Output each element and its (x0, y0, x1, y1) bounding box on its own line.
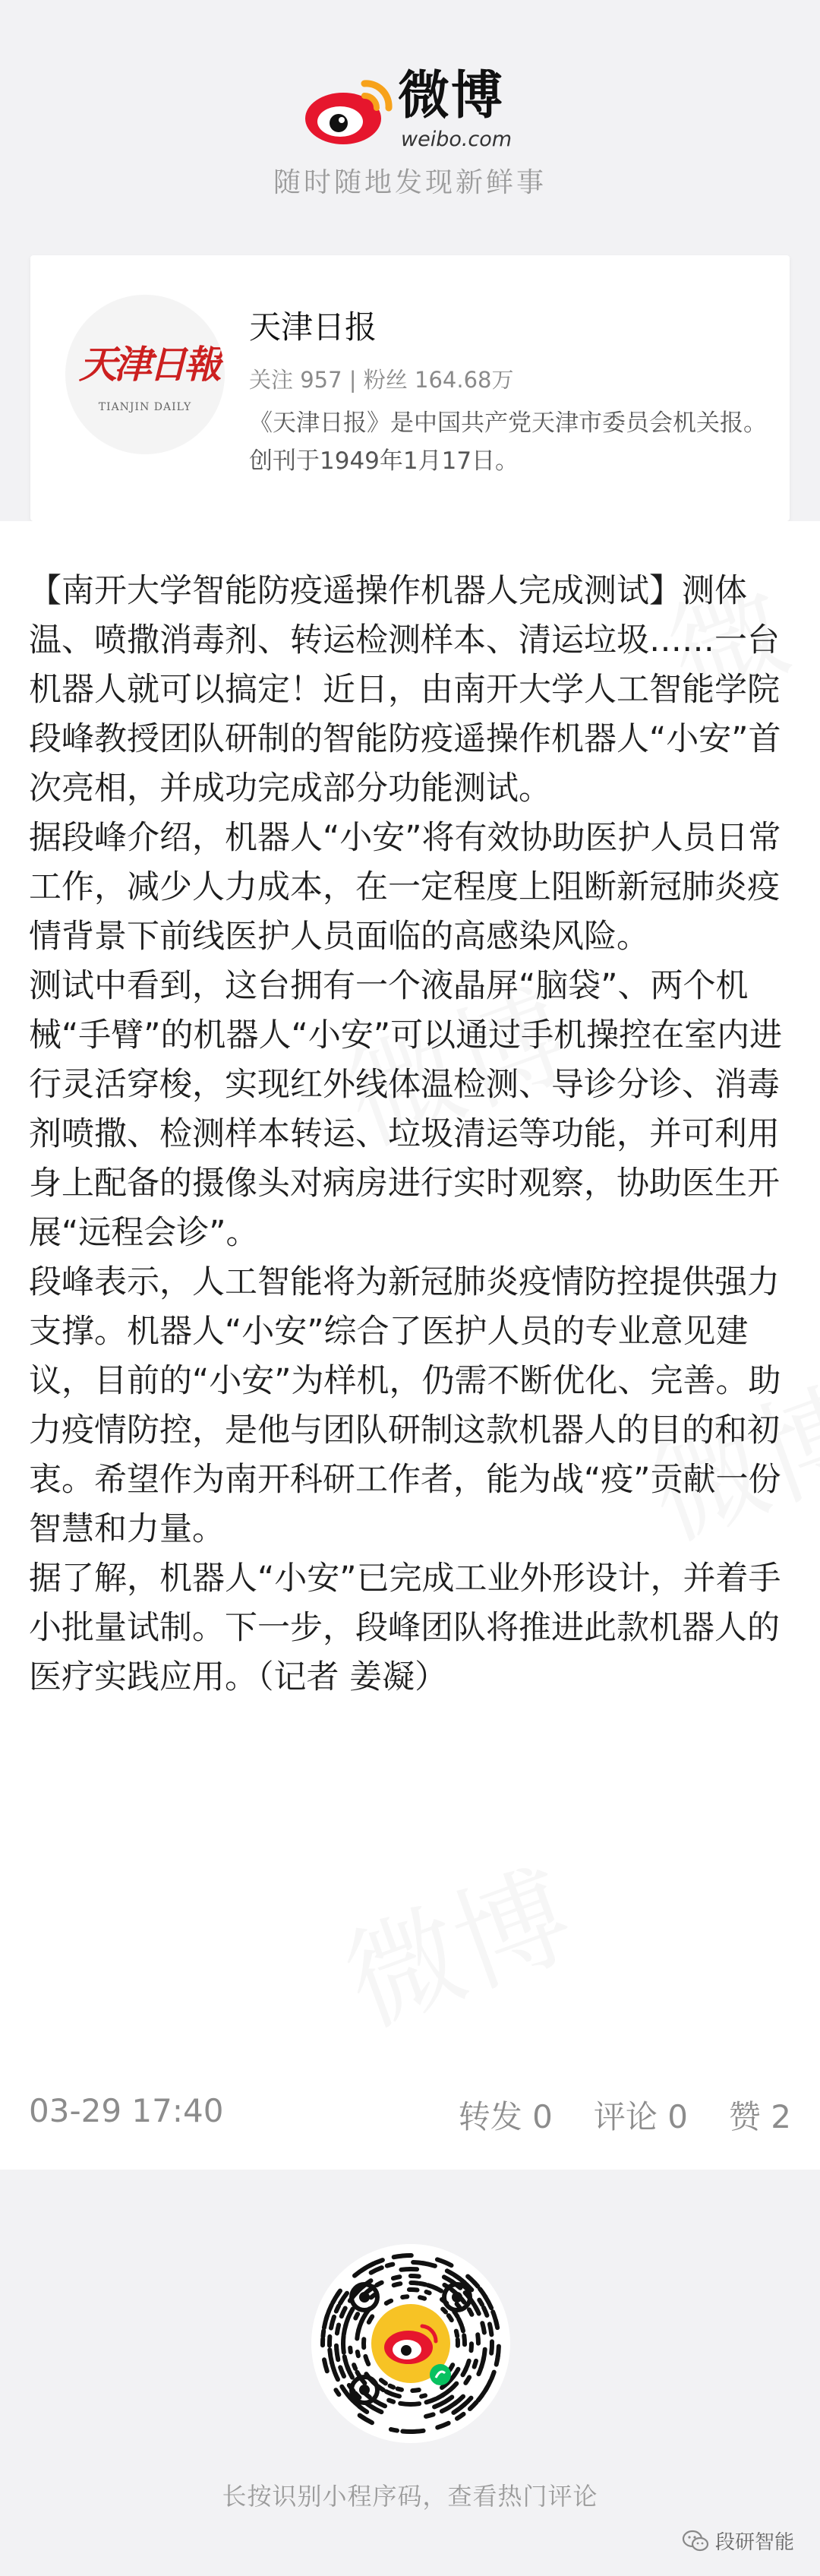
wechat-icon (682, 2530, 709, 2552)
post-card (0, 521, 820, 2170)
weibo-wordmark: 微博 (398, 65, 505, 126)
avatar-subtitle: TIANJIN DAILY (98, 401, 192, 413)
repost-button[interactable]: 转发 0 (458, 2098, 553, 2135)
post-actions (459, 2092, 791, 2138)
watermark (320, 1824, 591, 2056)
account-description: 《天津日报》是中国共产党天津市委员会机关报。创刊于1949年1月17日。 (249, 409, 767, 475)
avatar-calligraphy: 天津日報 (79, 342, 219, 387)
weibo-domain: weibo.com (401, 128, 512, 151)
footer (0, 2170, 820, 2576)
post-meta (29, 2092, 791, 2138)
mini-program-qr-icon (311, 2244, 510, 2443)
post-time: 03-29 17:40 (29, 2092, 224, 2129)
credit-name: 段研智能 (714, 2531, 794, 2554)
account-name[interactable]: 天津日报 (249, 308, 377, 346)
brand-header (0, 0, 820, 251)
comment-button[interactable]: 评论 0 (593, 2098, 688, 2135)
weibo-logo[interactable] (304, 67, 531, 150)
source-credit (682, 2527, 794, 2555)
weibo-logo-icon (304, 76, 393, 146)
account-stats: 关注 957 | 粉丝 164.68万 (249, 367, 514, 393)
mini-program-qr-code[interactable] (311, 2244, 510, 2443)
avatar[interactable] (65, 295, 225, 454)
post-text: 【南开大学智能防疫遥操作机器人完成测试】测体温、喷撒消毒剂、转运检测样本、清运垃圾……一台机器人就可以搞定！近日，由南开大学人工智能学院段峰教授团队研制的智能防疫遥操作机器人“小安”首次亮相，并成功完成部分功能测试。 据段峰介绍，机器人“小安”将有效协助医护人员日常工作，减少人力成本，在一定程度上阻断新冠肺炎疫情背景下前线医护人员面临的高感染风险。 测试中看到，这台拥有一个液晶屏“脑袋”、两个机械“手臂”的机器人“小安”可以通过手机操控在室内进行灵活穿梭，实现红外线体温检测、导诊分诊、消毒剂喷撒、检测样本转运、垃圾清运等功能，并可利用身上配备的摄像头对病房进行实时观察，协助医生开展“远程会诊”。 段峰表示，人工智能将为新冠肺炎疫情防控提供强力支撑。机器人“小安”综合了医护人员的专业意见建议，目前的“小安”为样机，仍需不断优化、完善。助力疫情防控，是他与团队研制这款机器人的目的和初衷。希望作为南开科研工作者，能为战“疫”贡献一份智慧和力量。 据了解，机器人“小安”已完成工业外形设计，并着手小批量试制。下一步，段峰团队将推进此款机器人的医疗实践应用。（记者 姜凝） (29, 572, 783, 1696)
weibo-slogan: 随时随地发现新鲜事 (273, 167, 547, 198)
like-button[interactable]: 赞 2 (728, 2098, 791, 2135)
qr-caption: 长按识别小程序码，查看热门评论 (222, 2482, 598, 2511)
account-card[interactable] (30, 255, 790, 521)
